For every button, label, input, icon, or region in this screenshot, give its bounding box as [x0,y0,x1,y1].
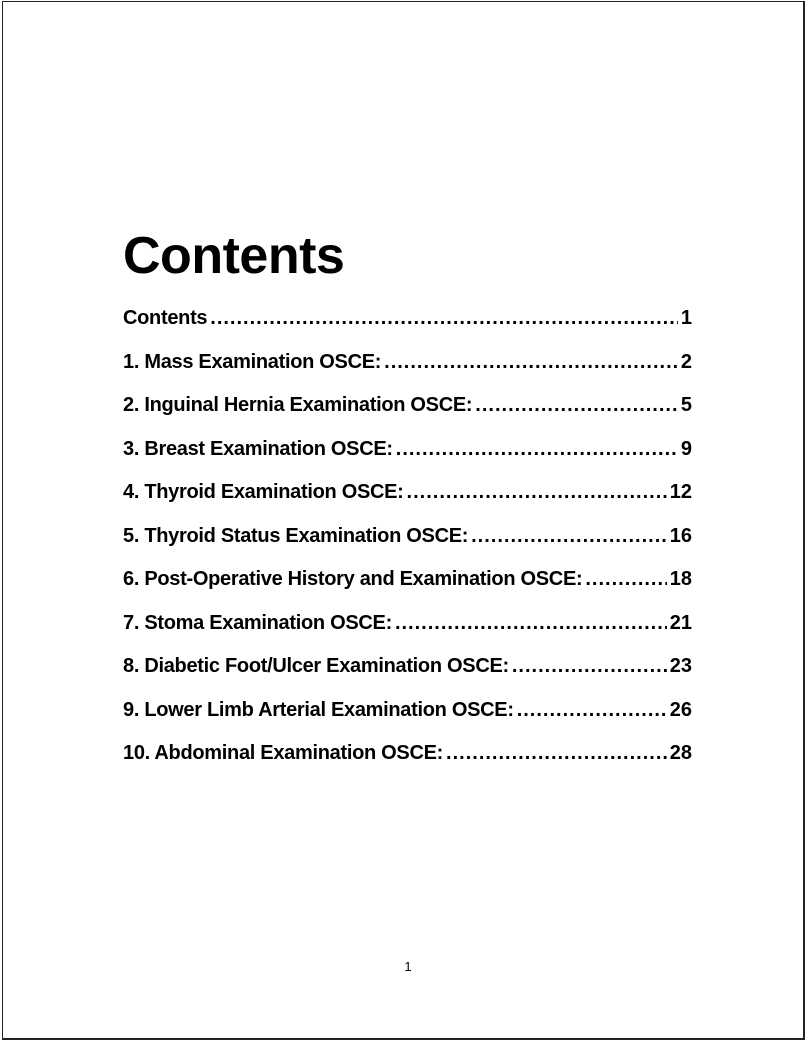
toc-entry-page: 26 [669,698,692,721]
toc-dot-leader [475,394,678,417]
toc-entry-title: 8. Diabetic Foot/Ulcer Examination OSCE: [123,655,509,677]
toc-entry-page: 18 [669,568,692,590]
toc-dot-leader [384,351,678,374]
toc-dot-leader [512,655,667,678]
toc-dot-leader [210,307,678,330]
toc-entry-page: 28 [669,742,692,764]
toc-entry-page: 5 [680,394,692,416]
toc-entry[interactable] [123,438,692,482]
toc-entry[interactable] [123,351,692,395]
toc-entry-title: 6. Post-Operative History and Examination OSCE: [123,568,583,590]
toc-entry[interactable] [123,742,692,786]
toc-dot-leader [585,568,666,591]
table-of-contents [123,307,692,786]
toc-entry-title: 7. Stoma Examination OSCE: [123,611,392,634]
toc-dot-leader [517,699,667,722]
toc-entry-page: 2 [680,350,692,373]
toc-dot-leader [471,525,667,548]
toc-entry[interactable] [123,612,692,656]
toc-entry-title: 9. Lower Limb Arterial Examination OSCE: [123,698,514,721]
toc-dot-leader [446,742,667,765]
toc-dot-leader [396,438,678,461]
toc-dot-leader [395,612,667,635]
toc-entry-page: 1 [680,307,692,329]
toc-entry-page: 9 [680,437,692,460]
toc-entry-page: 12 [669,481,692,503]
toc-entry[interactable] [123,568,692,612]
page-title: Contents [123,227,345,285]
toc-entry-title: 10. Abdominal Examination OSCE: [123,742,444,764]
toc-entry[interactable] [123,699,692,743]
toc-entry-title: 5. Thyroid Status Examination OSCE: [123,524,469,547]
toc-entry-title: 3. Breast Examination OSCE: [123,437,393,460]
toc-entry[interactable] [123,481,692,525]
toc-entry-title: 1. Mass Examination OSCE: [123,350,382,373]
toc-entry[interactable] [123,525,692,569]
toc-entry-title: Contents [123,307,208,329]
toc-entry-title: 4. Thyroid Examination OSCE: [123,481,404,503]
document-page [2,1,805,1040]
toc-entry-page: 21 [669,611,692,634]
toc-entry-page: 23 [669,655,692,677]
toc-entry[interactable] [123,307,692,351]
toc-entry-page: 16 [669,524,692,547]
toc-entry-title: 2. Inguinal Hernia Examination OSCE: [123,394,473,416]
toc-dot-leader [407,481,667,504]
toc-entry[interactable] [123,394,692,438]
toc-entry[interactable] [123,655,692,699]
footer-page-number: 1 [404,959,412,974]
